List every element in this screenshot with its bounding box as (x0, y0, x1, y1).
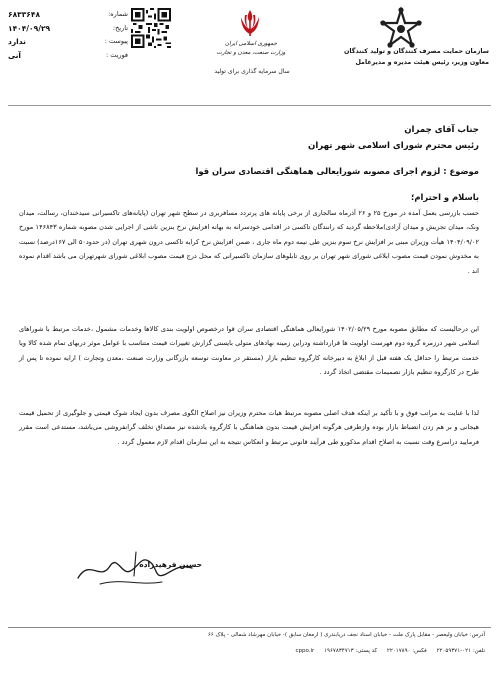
iran-emblem-icon (235, 8, 265, 38)
meta-date-row (8, 22, 128, 36)
number-label: شماره: (108, 10, 128, 18)
attachment-label: پیوست : (104, 37, 128, 45)
footer-divider (8, 627, 491, 628)
header-divider (8, 105, 491, 106)
ministry-title (206, 40, 296, 58)
letter-greeting: باسلام و احترام؛ (411, 192, 479, 202)
number-value: ۶۸۳۳۶۴۸ (8, 10, 41, 19)
country-name: جمهوری اسلامی ایران (225, 41, 277, 47)
organization-title (319, 46, 489, 68)
organization-position: معاون وزیر، رئیس هیئت مدیره و مدیرعامل (355, 59, 489, 66)
qr-code-icon (131, 8, 171, 48)
letter-subject: موضوع : لزوم اجرای مصوبه شورایعالی هماهنگی اقتصادی سران قوا (195, 166, 479, 176)
footer-fax: فکس: ۲۲۰۱۷۸۹۰ (386, 648, 427, 654)
body-paragraph-3: لذا با عنایت به مراتب فوق و با تأکید بر اینکه هدف اصلی مصوبه مرتبط هیات محترم وزیران نیز اصلاح الگوی مصرف بدون ایجاد شوک قیمتی و جلوگیری از تحمیل قیمت هیجانی و بر هم زدن انضباط بازار بوده وازطرفی هرگونه افزایش قیمت بدون هماهنگی با کارگروه یادشده نیز مصداق تخلف گرانفروشی می‌باشد، مستدعی است مقرر فرمایید دراسرع وقت نسبت به اصلاح اقدام مذکورو طی فرآیند قانونی مرتبط و انعکاس نتیجه به این سازمان اقدام لازم معمول گردد . (19, 409, 479, 446)
meta-attachment-row (8, 35, 128, 49)
letterhead (0, 0, 499, 112)
footer-address: آدرس: خیابان ولیعصر - مقابل پارک ملت - خیابان اسناد نجف دریابندری ( ارمغان سابق )- خیابان مهرشاد شمالی - پلاک ۶۶ (207, 632, 485, 638)
meta-priority-row (8, 49, 128, 63)
addressee-block (19, 122, 479, 154)
date-value: ۱۴۰۴/۰۹/۲۹ (8, 23, 51, 33)
footer-postal-code: کد پستی: ۱۹۶۷۸۳۴۷۱۳ (324, 648, 378, 654)
body-paragraph-1: حسب بازرسی بعمل آمده در مورخ ۲۵ و ۲۶ آذرماه سالجاری از برخی پایانه های پرتردد مسافربری در سطح شهر تهران (پایانه‌های تاکسیرانی سیدخندان، رسالت، میدان ونک، میدان تجریش و میدان آزادی)ملاحظه گردید که رانندگان تاکسی در اقدامی خودسرانه به بهانه افزایش نرخ بنزین ناشی از اجرایی شدن مصوبه شماره ۱۴۶۸۴۳ مورخ ۱۴۰۴/۰۹/۰۲ هیأت وزیران مبنی بر افزایش نرخ سوم بنزین طی نیمه دوم ماه جاری ، ضمن افزایش نرخ کرایه تاکسی درون شهری تهران (در حدود۵۰ الی ۱۶۷درصد) نسبت به مخدوش نمودن قیمت مصوب ابلاغی شورای شهر تهران بر روی تابلوهای سازمان تاکسیرانی که محل درج قیمت مصوب ابلاغی شورای شهرتهران می باشد اقدام نموده اند . (19, 209, 480, 275)
handwritten-signature (70, 548, 200, 590)
priority-label: فوریت : (105, 50, 128, 59)
footer-website-link[interactable]: cppo.ir (295, 648, 315, 654)
organization-name: سازمان حمایت مصرف کنندگان و تولید کنندگان (344, 48, 489, 55)
date-label: تاریخ: (112, 23, 128, 32)
footer-contacts (15, 648, 485, 654)
signatory-name: حسین فرهیدزاده (139, 560, 202, 569)
ministry-name: وزارت صنعت، معدن و تجارت (216, 50, 286, 56)
priority-value: آنی (8, 50, 21, 60)
letter-meta (8, 8, 128, 62)
recipient-title: رئیس محترم شورای اسلامی شهر تهران (308, 141, 479, 151)
attachment-value: ندارد (8, 37, 26, 46)
footer-phone: تلفن: ۰۲۱-۲۲۰۵۹۳۷۱ (436, 648, 485, 654)
salutation: جناب آقای چمران (404, 125, 479, 135)
body-paragraph-2: این درحالیست که مطابق مصوبه مورخ ۱۴۰۲/۰۵/۲۹ شورایعالی هماهنگی اقتصادی سران قوا درخصوص اولویت بندی کالاها وخدمات مشمول ،خدمات مرتبط با شوراهای اسلامی شهر درزمره گروه دوم فهرست اولویت ها قرارداشته ودراین زمینه نهادهای متولی بایستی گزارش تغییرات قیمت متناسب با عوامل موثر دربهای تمام شده کالا ویا خدمت مرتبط را حداقل یک هفته قبل از ابلاغ به دبیرخانه کارگروه تنظیم بازار (مستقر در معاونت توسعه بازرگانی وزارت صنعت ،معدن وتجارت ) ارایه نموده تا پس از طرح در کارگروه تنظیم بازار تصمیمات مقتضی اتخاذ گردد . (19, 325, 479, 377)
year-motto: سال سرمایه گذاری برای تولید (214, 68, 290, 75)
meta-number-row (8, 8, 128, 22)
